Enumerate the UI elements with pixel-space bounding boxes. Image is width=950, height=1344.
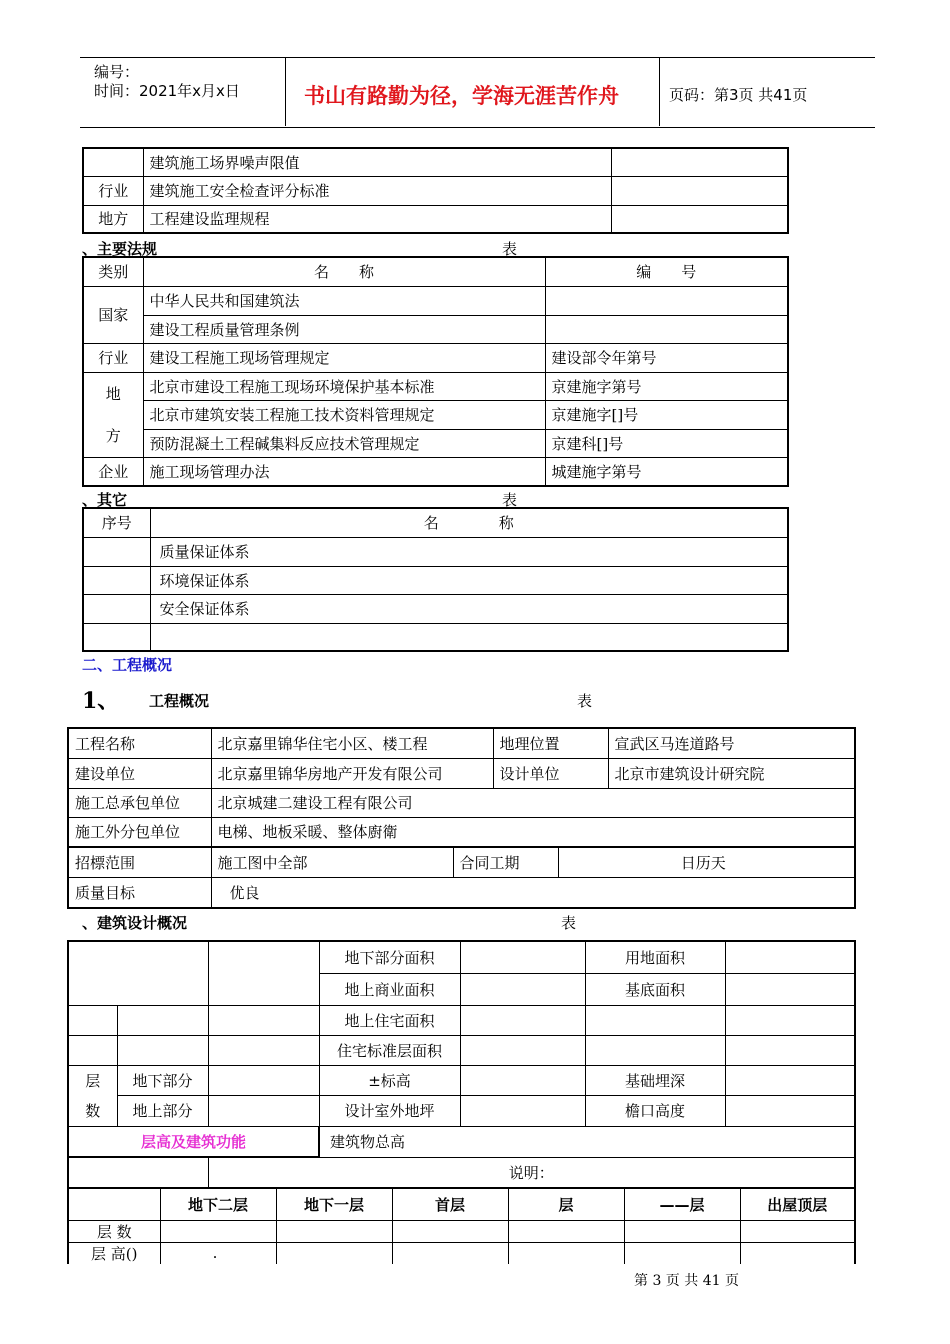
law-name: 北京市建设工程施工现场环境保护基本标准 <box>143 372 545 400</box>
quality: 优良 <box>211 878 855 908</box>
blank <box>208 1035 319 1065</box>
cell <box>740 1242 855 1264</box>
project-name-label: 工程名称 <box>68 728 211 758</box>
cat-enterprise: 企业 <box>83 457 143 486</box>
level-header: 出屋顶层 <box>740 1188 855 1220</box>
law-code: 建设部令年第号 <box>545 343 788 372</box>
blank <box>725 1035 855 1065</box>
standards-table <box>82 147 789 234</box>
std-name: 建筑施工场界噪声限值 <box>143 148 611 176</box>
design-heading: 、建筑设计概况 <box>82 914 188 932</box>
section-title: 二、工程概况 <box>82 656 173 674</box>
floor-height-table <box>67 1187 856 1264</box>
residential-area-label: 地上住宅面积 <box>319 1005 460 1035</box>
period: 日历天 <box>558 847 855 878</box>
col-code: 编 号 <box>545 257 788 286</box>
level-header: 首层 <box>392 1188 508 1220</box>
cell <box>392 1242 508 1264</box>
period-label: 合同工期 <box>453 847 558 878</box>
blank <box>68 1035 117 1065</box>
builder: 北京嘉里锦华房地产开发有限公司 <box>211 758 493 788</box>
std-code <box>611 148 788 176</box>
cat-local <box>83 372 143 457</box>
level-header: 层 <box>508 1188 624 1220</box>
base-area-value <box>725 973 855 1005</box>
base-area-label: 基底面积 <box>585 973 725 1005</box>
others-table-mark: 表 <box>502 491 518 509</box>
col-name: 名 称 <box>150 508 788 537</box>
total-height-label: 建筑物总高 <box>319 1126 855 1157</box>
cell <box>508 1220 624 1242</box>
overview-table-lower <box>67 846 856 909</box>
function-label: 层高及建筑功能 <box>68 1126 319 1157</box>
row-count-label: 层 数 <box>68 1220 160 1242</box>
location-label: 地理位置 <box>493 728 608 758</box>
blank <box>585 1005 725 1035</box>
serial-label: 编号： <box>94 63 140 81</box>
law-name: 北京市建筑安装工程施工技术资料管理规定 <box>143 400 545 429</box>
col-category: 类别 <box>83 257 143 286</box>
law-name: 施工现场管理办法 <box>143 457 545 486</box>
law-code <box>545 315 788 343</box>
header-divider-right <box>659 57 660 126</box>
blank <box>208 1005 319 1035</box>
floors-label-1: 层 <box>85 1071 101 1090</box>
footer-page: 第 3 页 共 41 页 <box>634 1273 739 1289</box>
other-item <box>150 623 788 651</box>
blank <box>68 1188 160 1220</box>
designer-label: 设计单位 <box>493 758 608 788</box>
subcontractor-label: 施工外分包单位 <box>68 817 211 847</box>
cell <box>160 1220 276 1242</box>
general-contractor-label: 施工总承包单位 <box>68 788 211 817</box>
cell <box>276 1220 392 1242</box>
elevation-value <box>460 1065 585 1095</box>
law-name: 建设工程质量管理条例 <box>143 315 545 343</box>
law-code: 京建施字[]号 <box>545 400 788 429</box>
blank <box>68 941 208 1005</box>
header-divider-left <box>285 57 286 126</box>
other-item: 质量保证体系 <box>150 537 788 566</box>
law-name: 中华人民共和国建筑法 <box>143 286 545 315</box>
other-item: 环境保证体系 <box>150 566 788 594</box>
std-cat <box>83 148 143 176</box>
std-cat: 地方 <box>83 205 143 233</box>
std-floor-area-label: 住宅标准层面积 <box>319 1035 460 1065</box>
law-code <box>545 286 788 315</box>
other-item: 安全保证体系 <box>150 594 788 623</box>
designer: 北京市建筑设计研究院 <box>608 758 855 788</box>
std-cat: 行业 <box>83 176 143 205</box>
others-heading: 、其它 <box>82 491 128 509</box>
commercial-area-value <box>460 973 585 1005</box>
laws-table <box>82 256 789 487</box>
cat-local-2: 方 <box>105 426 121 445</box>
quality-label: 质量目标 <box>68 878 211 908</box>
foundation-depth-value <box>725 1065 855 1095</box>
level-header: 地下二层 <box>160 1188 276 1220</box>
time-label: 时间：2021年x月x日 <box>94 82 240 100</box>
blank <box>585 1035 725 1065</box>
builder-label: 建设单位 <box>68 758 211 788</box>
laws-table-mark: 表 <box>502 240 518 258</box>
general-contractor: 北京城建二建设工程有限公司 <box>211 788 855 817</box>
row-no <box>83 566 150 594</box>
underground-part-label: 地下部分 <box>117 1065 208 1095</box>
laws-heading: 、主要法规 <box>82 240 158 258</box>
land-area-label: 用地面积 <box>585 941 725 973</box>
eave-height-value <box>725 1095 855 1126</box>
foundation-depth-label: 基础埋深 <box>585 1065 725 1095</box>
land-area-value <box>725 941 855 973</box>
elevation-label: ±标高 <box>319 1065 460 1095</box>
blank <box>117 1035 208 1065</box>
outdoor-grade-value <box>460 1095 585 1126</box>
outdoor-grade-label: 设计室外地坪 <box>319 1095 460 1126</box>
law-name: 预防混凝土工程碱集料反应技术管理规定 <box>143 429 545 457</box>
cell <box>276 1242 392 1264</box>
row-no <box>83 594 150 623</box>
scope: 施工图中全部 <box>211 847 453 878</box>
project-name: 北京嘉里锦华住宅小区、楼工程 <box>211 728 493 758</box>
location: 宣武区马连道路号 <box>608 728 855 758</box>
page-info: 页码：第3页 共41页 <box>669 86 808 104</box>
floors-label <box>68 1065 117 1126</box>
std-code <box>611 176 788 205</box>
overview-table <box>67 727 856 848</box>
law-code: 京建科[]号 <box>545 429 788 457</box>
level-header: 地下一层 <box>276 1188 392 1220</box>
blank <box>208 941 319 1005</box>
overview-num: 1、 <box>82 688 120 714</box>
above-part-value <box>208 1095 319 1126</box>
row-no <box>83 623 150 651</box>
cell <box>624 1220 740 1242</box>
row-height-label: 层 高() <box>68 1242 160 1264</box>
overview-table-mark: 表 <box>577 692 593 710</box>
underground-part-value <box>208 1065 319 1095</box>
cell <box>624 1242 740 1264</box>
above-part-label: 地上部分 <box>117 1095 208 1126</box>
std-floor-area-value <box>460 1035 585 1065</box>
residential-area-value <box>460 1005 585 1035</box>
cat-industry: 行业 <box>83 343 143 372</box>
subcontractor: 电梯、地板采暖、整体廚衛 <box>211 817 855 847</box>
design-table-mark: 表 <box>561 914 577 932</box>
row-no <box>83 537 150 566</box>
underground-area-value <box>460 941 585 973</box>
others-table <box>82 507 789 652</box>
design-table <box>67 940 856 1189</box>
cat-local-1: 地 <box>105 384 121 403</box>
std-code <box>611 205 788 233</box>
col-name: 名 称 <box>143 257 545 286</box>
law-code: 京建施字第号 <box>545 372 788 400</box>
blank <box>68 1157 208 1188</box>
commercial-area-label: 地上商业面积 <box>319 973 460 1005</box>
law-name: 建设工程施工现场管理规定 <box>143 343 545 372</box>
blank <box>117 1005 208 1035</box>
overview-heading: 工程概况 <box>149 692 210 710</box>
note-label: 说明： <box>208 1157 855 1188</box>
law-code: 城建施字第号 <box>545 457 788 486</box>
cat-national: 国家 <box>83 286 143 343</box>
cell <box>508 1242 624 1264</box>
cell <box>392 1220 508 1242</box>
scope-label: 招標范围 <box>68 847 211 878</box>
col-no: 序号 <box>83 508 150 537</box>
blank <box>725 1005 855 1035</box>
std-name: 工程建设监理规程 <box>143 205 611 233</box>
blank <box>68 1005 117 1035</box>
eave-height-label: 檐口高度 <box>585 1095 725 1126</box>
cell <box>740 1220 855 1242</box>
floors-label-2: 数 <box>85 1101 101 1120</box>
motto: 书山有路勤为径，学海无涯苦作舟 <box>304 84 619 108</box>
cell-dot: . <box>160 1242 276 1264</box>
level-header: ——层 <box>624 1188 740 1220</box>
underground-area-label: 地下部分面积 <box>319 941 460 973</box>
std-name: 建筑施工安全检查评分标准 <box>143 176 611 205</box>
